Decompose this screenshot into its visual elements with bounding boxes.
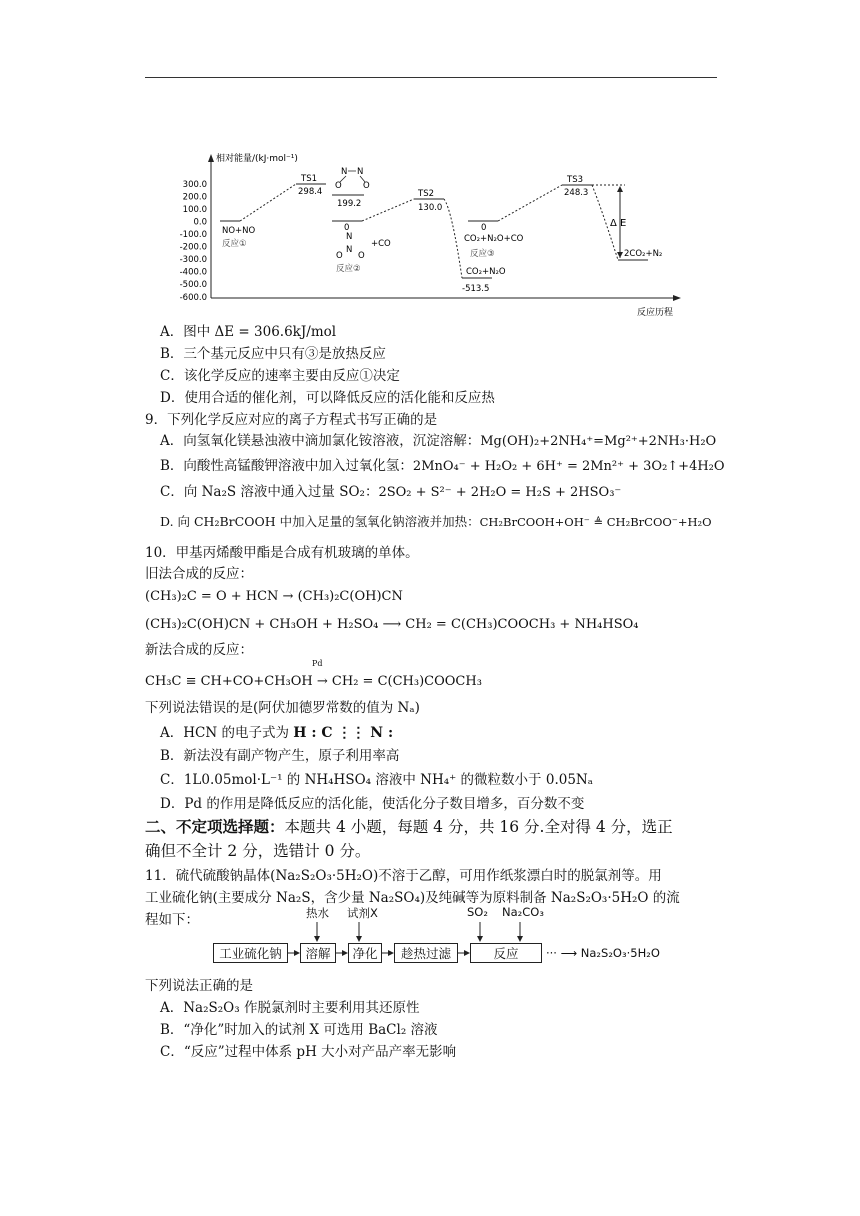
mol-o: O xyxy=(335,181,342,191)
connector xyxy=(498,185,562,221)
q8-option-a: A．图中 ΔE = 306.6kJ/mol xyxy=(160,324,337,340)
q9-stem: 9．下列化学反应对应的离子方程式书写正确的是 xyxy=(145,412,438,428)
q10-question: 下列说法错误的是(阿伏加德罗常数的值为 Nₐ) xyxy=(145,700,420,716)
ts3-value: 248.3 xyxy=(564,188,589,198)
delta-e-label: Δ E xyxy=(610,218,627,229)
q11-question: 下列说法正确的是 xyxy=(145,978,253,994)
q10-old-method: 旧法合成的反应： xyxy=(145,566,253,582)
connector xyxy=(240,184,296,221)
q9-b-text: B．向酸性高锰酸钾溶液中加入过氧化氢： xyxy=(160,458,413,474)
q10-option-d: D．Pd 的作用是降低反应的活化能，使活化分子数目增多，百分数不变 xyxy=(160,796,585,812)
q11-option-a: A．Na₂S₂O₃ 作脱氯剂时主要利用其还原性 xyxy=(160,1000,420,1016)
y-axis-label: 相对能量/(kJ·mol⁻¹) xyxy=(216,154,298,164)
mol-o: O xyxy=(336,251,343,261)
ts1-value: 298.4 xyxy=(298,187,323,197)
x-axis-label: 反应历程 xyxy=(637,308,674,318)
y-axis-arrow xyxy=(208,154,214,162)
q10-option-b: B．新法没有副产物产生，原子利用率高 xyxy=(160,748,400,764)
mol-o: O xyxy=(363,181,370,191)
section2-header xyxy=(145,817,673,837)
q10-pd-catalyst: Pd xyxy=(312,659,323,668)
q10-new-method: 新法合成的反应： xyxy=(145,642,253,658)
int1-value: 199.2 xyxy=(337,199,362,209)
q10-a-text: A．HCN 的电子式为 xyxy=(160,725,289,741)
y-tick: 100.0 xyxy=(182,205,207,215)
energy-diagram xyxy=(170,150,690,320)
y-tick: -500.0 xyxy=(179,280,207,290)
flow-box-purify: 净化 xyxy=(348,943,382,963)
mol-o: O xyxy=(358,251,365,261)
section2-title: 二、不定项选择题： xyxy=(145,817,285,836)
q10-option-a xyxy=(160,723,393,743)
q11-line-2: 工业硫化钠(主要成分 Na₂S，含少量 Na₂SO₄)及纯碱等为原料制备 Na₂S₂O₃·5H₂O 的流 xyxy=(145,890,680,906)
q10-equation-2: (CH₃)₂C(OH)CN + CH₃OH + H₂SO₄ ⟶ CH₂ = C(CH₃)COOCH₃ + NH₄HSO₄ xyxy=(145,617,639,632)
y-tick: -600.0 xyxy=(179,293,207,303)
q9-d-equation: CH₂BrCOOH+OH⁻ ≜ CH₂BrCOO⁻+H₂O xyxy=(479,515,712,529)
y-tick: 200.0 xyxy=(182,192,207,203)
q11-line-1: 11．硫代硫酸钠晶体(Na₂S₂O₃·5H₂O)不溶于乙醇，可用作纸浆漂白时的脱氯剂等。用 xyxy=(145,868,662,884)
min-label: CO₂+N₂O xyxy=(466,267,506,277)
int2-value: 0 xyxy=(344,223,350,233)
min-value: -513.5 xyxy=(462,284,490,294)
mol-n: N xyxy=(346,245,353,255)
mol-n: N xyxy=(346,232,353,242)
q9-b-equation: 2MnO₄⁻ + H₂O₂ + 6H⁺ = 2Mn²⁺ + 3O₂↑+4H₂O xyxy=(412,459,725,474)
q8-option-b: B．三个基元反应中只有③是放热反应 xyxy=(160,346,386,362)
product-label: 2CO₂+N₂ xyxy=(624,249,663,259)
q11-line-3: 程如下： xyxy=(145,912,199,928)
ts1-label: TS1 xyxy=(301,174,317,184)
q9-option-b xyxy=(160,456,725,477)
q9-a-equation: Mg(OH)₂+2NH₄⁺=Mg²⁺+2NH₃·H₂O xyxy=(480,434,717,449)
section2-text-2: 确但不全计 2 分，选错计 0 分。 xyxy=(145,842,371,860)
q9-c-text: C．向 Na₂S 溶液中通入过量 SO₂： xyxy=(160,484,379,500)
mol-n: N xyxy=(357,167,364,177)
reaction1-label: 反应① xyxy=(222,239,247,249)
reaction3-label: 反应③ xyxy=(470,249,495,259)
input-so2: SO₂ xyxy=(467,905,488,919)
y-tick: -100.0 xyxy=(179,230,207,240)
section2-text-1: 本题共 4 小题，每题 4 分，共 16 分.全对得 4 分，选正 xyxy=(284,818,673,836)
int3-label: CO₂+N₂O+CO xyxy=(464,234,524,244)
ts3-label: TS3 xyxy=(567,175,583,185)
q9-a-text: A．向氢氧化镁悬浊液中滴加氯化铵溶液，沉淀溶解： xyxy=(160,433,481,449)
connector xyxy=(444,199,462,278)
y-ticks xyxy=(180,180,207,303)
q11-option-c: C．“反应”过程中体系 pH 大小对产品产率无影响 xyxy=(160,1044,457,1060)
reactant-label: NO+NO xyxy=(222,226,256,236)
mol-n: N xyxy=(341,167,348,177)
q9-option-d xyxy=(160,512,712,532)
q9-option-c xyxy=(160,482,621,503)
reaction2-label: 反应② xyxy=(336,264,361,274)
q9-c-equation: 2SO₂ + S²⁻ + 2H₂O = H₂S + 2HSO₃⁻ xyxy=(378,485,622,500)
q9-d-text: D. 向 CH₂BrCOOH 中加入足量的氢氧化钠溶液并加热： xyxy=(160,514,480,529)
int2-co: +CO xyxy=(371,239,391,249)
q8-option-c: C．该化学反应的速率主要由反应①决定 xyxy=(160,368,400,384)
q9-option-a xyxy=(160,431,716,452)
q8-option-d: D．使用合适的催化剂，可以降低反应的活化能和反应热 xyxy=(160,390,495,406)
y-tick: 300.0 xyxy=(182,180,207,190)
q10-option-c: C．1L0.05mol·L⁻¹ 的 NH₄HSO₄ 溶液中 NH₄⁺ 的微粒数小于 0.05Nₐ xyxy=(160,772,593,788)
flow-box-dissolve: 溶解 xyxy=(300,943,336,963)
y-tick: -200.0 xyxy=(179,242,207,253)
y-tick: -300.0 xyxy=(179,255,207,265)
flow-box-industrial-na2s: 工业硫化钠 xyxy=(213,943,288,963)
x-axis-arrow xyxy=(673,295,681,301)
q11-option-b: B．“净化”时加入的试剂 X 可选用 BaCl₂ 溶液 xyxy=(160,1022,438,1038)
input-reagent-x: 试剂X xyxy=(347,906,378,920)
flow-box-react: 反应 xyxy=(470,943,542,963)
q10-stem: 10．甲基丙烯酸甲酯是合成有机玻璃的单体。 xyxy=(145,545,419,561)
connector xyxy=(362,199,414,221)
hcn-electron-formula: H : C ⋮⋮ N : xyxy=(293,725,394,741)
input-hot-water: 热水 xyxy=(306,906,329,920)
ts2-value: 130.0 xyxy=(418,203,443,213)
q10-equation-1: (CH₃)₂C = O + HCN → (CH₃)₂C(OH)CN xyxy=(145,589,403,604)
y-tick: -400.0 xyxy=(179,267,207,278)
flow-box-hot-filter: 趁热过滤 xyxy=(394,943,458,963)
header-rule xyxy=(145,77,717,78)
ts2-label: TS2 xyxy=(418,189,434,199)
flow-product: ··· ⟶ Na₂S₂O₃·5H₂O xyxy=(546,946,660,960)
y-tick: 0.0 xyxy=(193,217,207,228)
q10-equation-3: CH₃C ≡ CH+CO+CH₃OH → CH₂ = C(CH₃)COOCH₃ xyxy=(145,674,482,689)
input-na2co3: Na₂CO₃ xyxy=(502,905,544,919)
energy-levels xyxy=(220,184,648,278)
int3-value: 0 xyxy=(481,223,487,233)
